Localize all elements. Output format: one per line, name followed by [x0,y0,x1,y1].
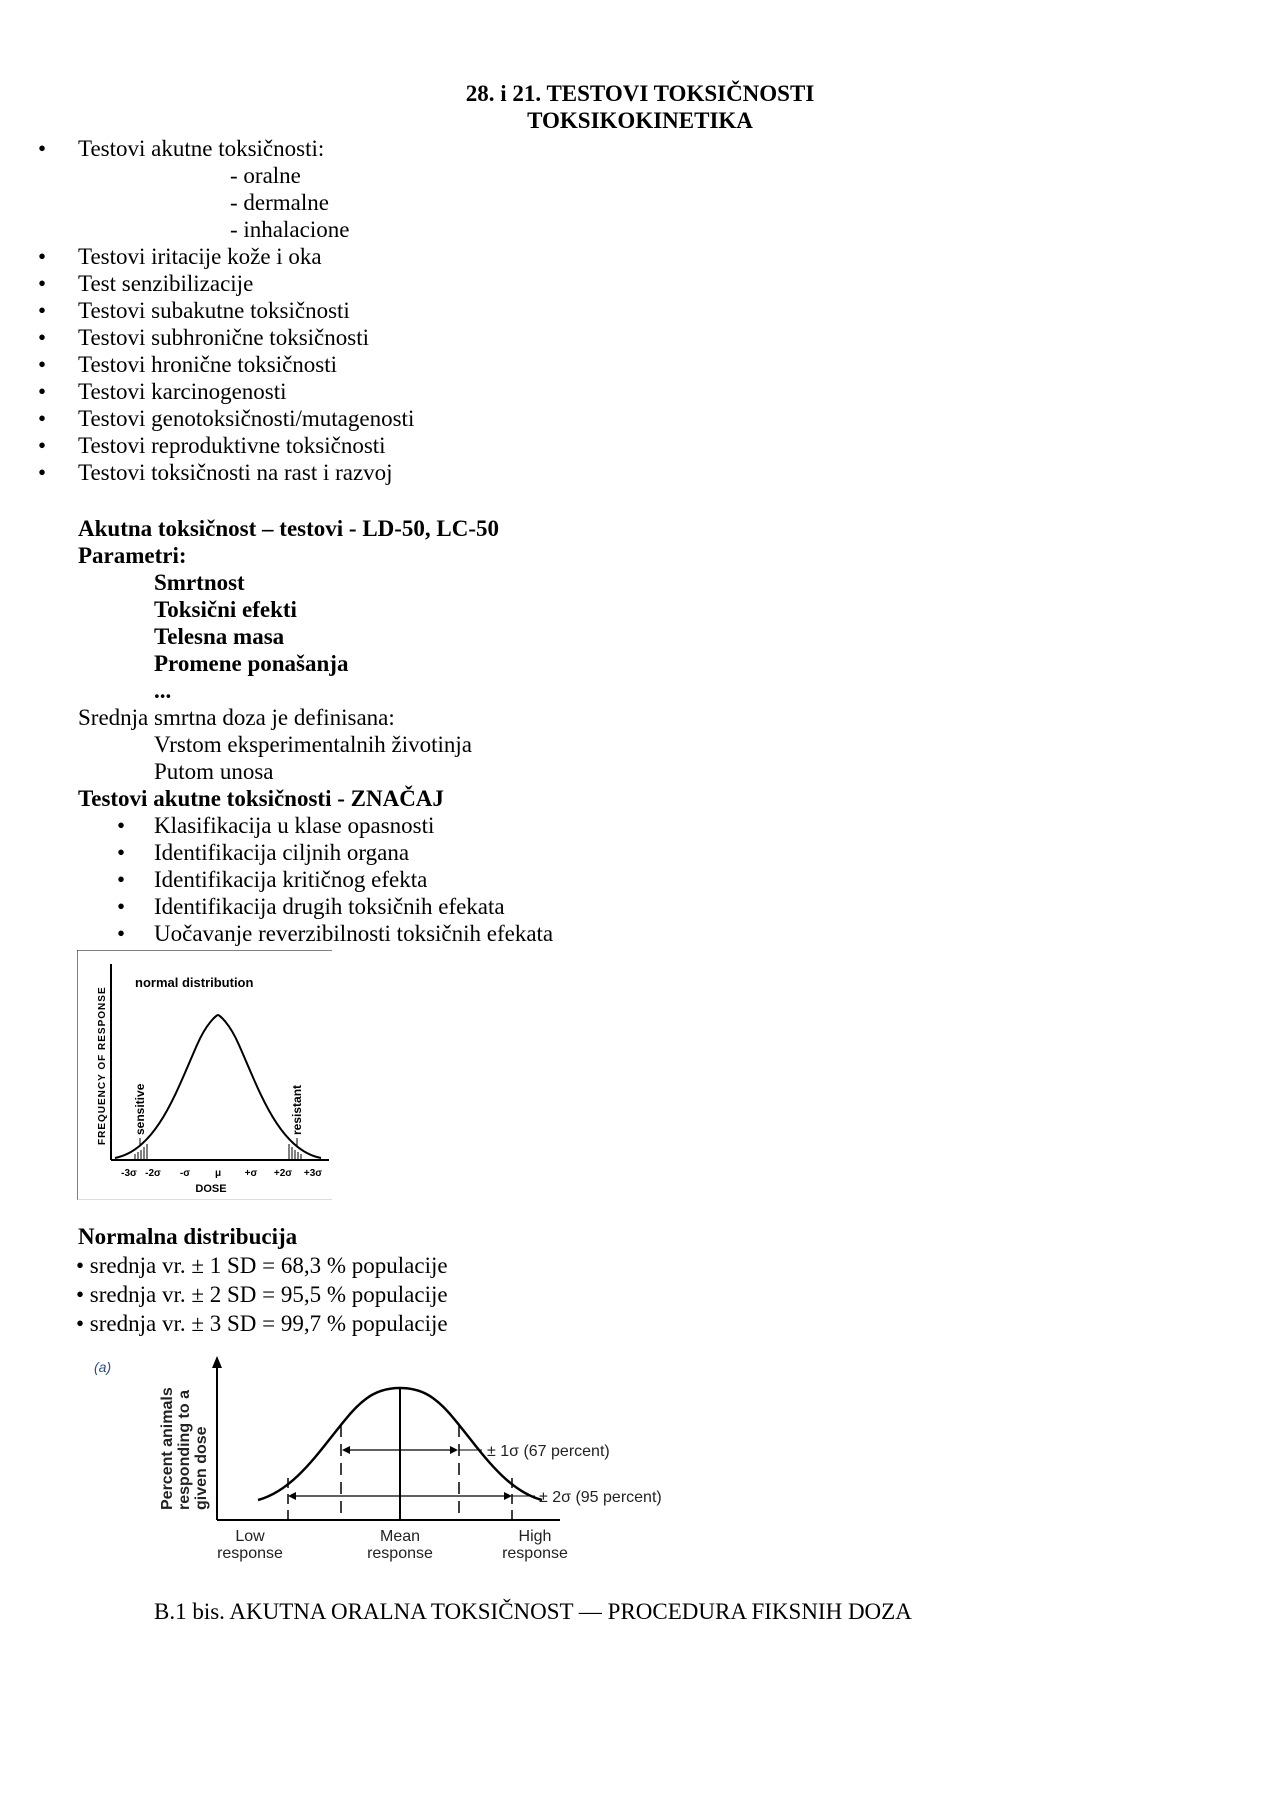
list-item: Identifikacija drugih toksičnih efekata [154,894,505,919]
list-item: Testovi akutne toksičnosti: [78,136,325,161]
resistant-label: resistant [290,1084,304,1135]
list-item: Testovi subhronične toksičnosti [78,325,369,350]
response-distribution-figure [90,1350,710,1570]
x-axis-labels [217,1528,568,1562]
sub-item: - oralne [230,163,301,188]
list-item: Testovi hronične toksičnosti [78,352,338,377]
list-item: Testovi subakutne toksičnosti [78,298,350,323]
list-item: Test senzibilizacije [78,271,254,296]
list-item: Uočavanje reverzibilnosti toksičnih efekata [154,921,554,946]
page-subtitle: TOKSIKOKINETIKA [527,108,753,133]
tick-label: +3σ [303,1168,323,1179]
bullet: • [38,271,47,296]
list-item: Testovi toksičnosti na rast i razvoj [78,460,393,485]
ld50-item: Putom unosa [154,759,274,784]
x-label: response [502,1545,568,1562]
x-label: High [518,1528,552,1545]
procedure-heading: B.1 bis. AKUTNA ORALNA TOKSIČNOST — PROCEDURA FIKSNIH DOZA [154,1599,912,1624]
ld50-definition: Srednja smrtna doza je definisana: [78,705,395,730]
page-title: 28. i 21. TESTOVI TOKSIČNOSTI [465,81,815,106]
significance-heading: Testovi akutne toksičnosti - ZNAČAJ [78,786,444,811]
param-item: Toksični efekti [154,597,297,622]
x-label: Low [235,1528,265,1545]
bullet: • [38,460,47,485]
ld50-item: Vrstom eksperimentalnih životinja [154,732,472,757]
list-item: Testovi karcinogenosti [78,379,287,404]
normal-heading: Normalna distribucija [78,1224,298,1249]
arrowhead [504,1492,512,1500]
tick-label: +σ [244,1168,258,1179]
list-item: Testovi iritacije kože i oka [78,244,322,269]
tick-label: -3σ [121,1168,137,1179]
y-axis-label-line3: given dose [193,1426,210,1510]
bullet: • [38,298,47,323]
x-label: Mean [379,1528,421,1545]
bullet: • [117,921,126,946]
arrowhead [342,1446,350,1454]
list-item: Testovi reproduktivne toksičnosti [78,433,386,458]
bullet: • [38,325,47,350]
bullet: • [117,813,126,838]
normal-distribution-figure [77,950,337,1200]
2sigma-label: ± 2σ (95 percent) [539,1489,662,1506]
acute-heading: Akutna toksičnost – testovi - LD-50, LC-50 [78,516,500,541]
sensitive-label: sensitive [133,1083,147,1135]
param-item: Promene ponašanja [154,651,349,676]
list-item: Identifikacija ciljnih organa [154,840,410,865]
normal-item: • srednja vr. ± 2 SD = 95,5 % populacije [76,1282,448,1307]
y-axis-label: FREQUENCY OF RESPONSE [97,986,108,1145]
y-axis-arrow [212,1356,222,1368]
bullet: • [38,433,47,458]
y-axis-label-line1: Percent animals [159,1387,176,1510]
normal-item: • srednja vr. ± 1 SD = 68,3 % populacije [76,1253,448,1278]
bullet: • [38,244,47,269]
sub-item: - inhalacione [230,217,350,242]
param-item: Telesna masa [154,624,285,649]
arrowhead [450,1446,458,1454]
param-item: ... [154,678,172,703]
bullet: • [38,406,47,431]
figure-title: normal distribution [135,975,254,990]
params-label: Parametri: [78,543,187,568]
x-label: response [367,1545,433,1562]
tick-label: μ [214,1168,222,1179]
list-item: Identifikacija kritičnog efekta [154,867,428,892]
panel-label: (a) [94,1359,112,1375]
tick-label: -2σ [145,1168,161,1179]
x-label: response [217,1545,283,1562]
bullet: • [38,136,47,161]
bullet: • [117,894,126,919]
sub-item: - dermalne [230,190,329,215]
tick-label: -σ [179,1168,191,1179]
x-axis-label: DOSE [195,1183,227,1195]
param-item: Smrtnost [154,570,245,595]
normal-item: • srednja vr. ± 3 SD = 99,7 % populacije [76,1311,448,1336]
bullet: • [117,867,126,892]
list-item: Klasifikacija u klase opasnosti [154,813,435,838]
y-axis-label-line2: responding to a [176,1390,193,1510]
tick-label: +2σ [273,1168,293,1179]
arrowhead [288,1492,296,1500]
bullet: • [38,379,47,404]
bullet: • [38,352,47,377]
bullet: • [117,840,126,865]
list-item: Testovi genotoksičnosti/mutagenosti [78,406,415,431]
1sigma-label: ± 1σ (67 percent) [487,1443,610,1460]
